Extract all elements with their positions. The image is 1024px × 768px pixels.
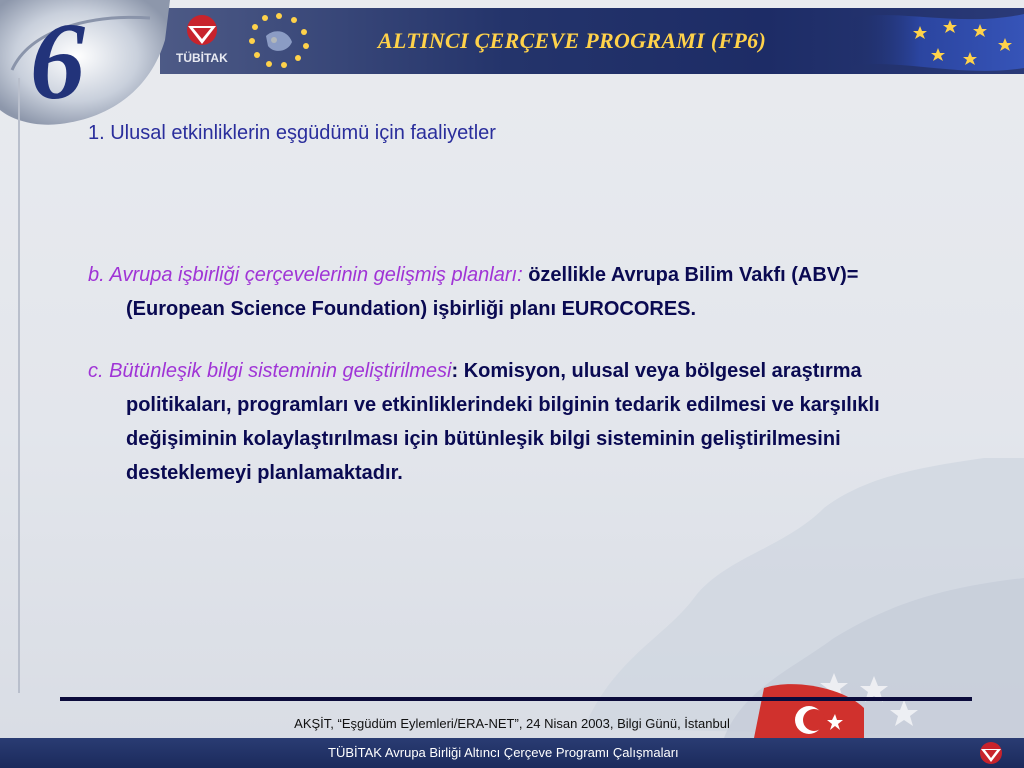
item-b-lead: b. Avrupa işbirliği çerçevelerinin gelişmiş planları bbox=[88, 264, 518, 286]
eu-flag-icon bbox=[850, 8, 1024, 74]
item-c-text: Komisyon, ulusal veya bölgesel araştırma politikaları, programları ve etkinliklerindeki bilginin tedarik edilmesi ve karşılıklı değişiminin kolaylaştırılması için bütünleşik bilgi sisteminin geliştirilmesini desteklemeyi planlamaktadır. bbox=[126, 360, 880, 484]
section-heading: 1. Ulusal etkinliklerin eşgüdümü için faaliyetler bbox=[88, 122, 496, 144]
item-b-colon: : bbox=[517, 264, 523, 286]
footer-divider bbox=[60, 697, 972, 701]
logo-number: 6 bbox=[30, 0, 85, 122]
item-c-lead: c. Bütünleşik bilgi sisteminin geliştirilmesi bbox=[88, 360, 452, 382]
top-banner bbox=[0, 0, 1024, 122]
bullet-item-b bbox=[88, 258, 958, 326]
footer-citation: AKŞİT, “Eşgüdüm Eylemleri/ERA-NET”, 24 Nisan 2003, Bilgi Günü, İstanbul bbox=[294, 716, 730, 731]
tubitak-label: TÜBİTAK bbox=[176, 51, 228, 65]
bottom-bar-text: TÜBİTAK Avrupa Birliği Altıncı Çerçeve Programı Çalışmaları bbox=[328, 745, 679, 760]
bottom-bar bbox=[0, 738, 1024, 768]
fp6-logo bbox=[0, 0, 170, 130]
item-b-text: özellikle Avrupa Bilim Vakfı (ABV)= (European Science Foundation) işbirliği planı EUROCORES. bbox=[126, 264, 859, 320]
eu-stars-icon bbox=[244, 8, 314, 72]
tubitak-small-logo-icon bbox=[966, 740, 1016, 766]
frame-line bbox=[18, 78, 20, 693]
slide-title: ALTINCI ÇERÇEVE PROGRAMI (FP6) bbox=[377, 28, 767, 53]
bullet-item-c bbox=[88, 354, 958, 490]
slide-content bbox=[88, 120, 958, 490]
item-c-colon: : bbox=[451, 360, 459, 382]
